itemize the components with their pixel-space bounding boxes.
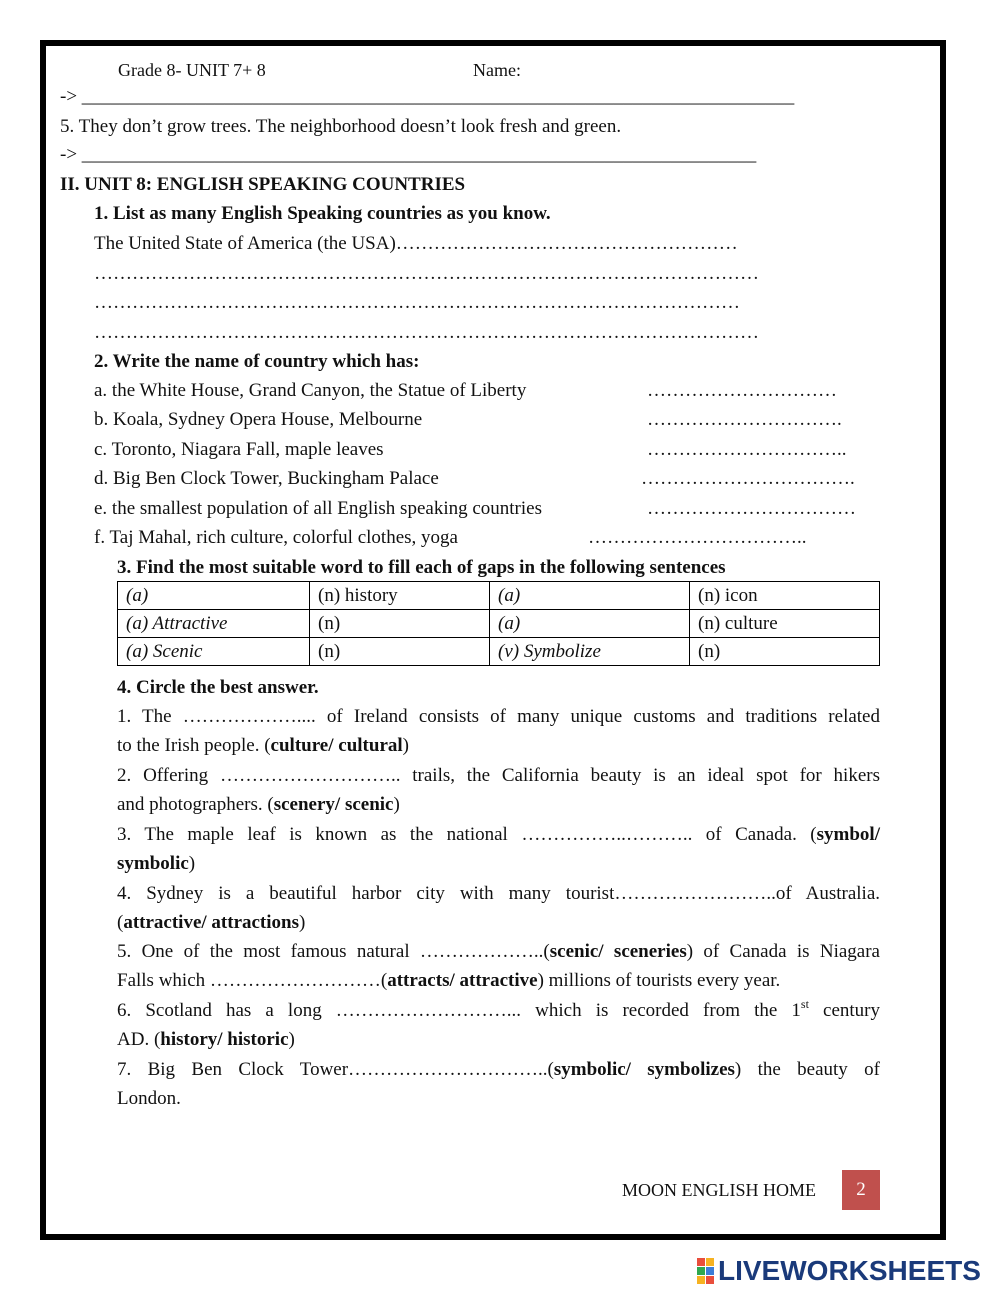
question-text: 5. One of the most famous natural ………………..( — [117, 941, 550, 962]
exercise4-question-3 — [117, 824, 880, 846]
answer-options[interactable]: history/ historic — [160, 1029, 289, 1050]
table-cell: (n) — [310, 638, 490, 666]
exercise2-item-d: d. Big Ben Clock Tower, Buckingham Palace — [94, 468, 439, 489]
liveworksheets-icon — [697, 1258, 714, 1284]
exercise4-question-4: 4. Sydney is a beautiful harbor city with many tourist……………………..of Australia. — [117, 883, 880, 904]
footer-brand: MOON ENGLISH HOME — [622, 1180, 816, 1200]
exercise4-question-2: 2. Offering ……………………….. trails, the California beauty is an ideal spot for hikers — [117, 765, 880, 786]
question-text: 3. The maple leaf is known as the national ……………..……….. of Canada. ( — [117, 824, 817, 845]
answer-options[interactable]: symbolic/ symbolizes — [553, 1059, 735, 1080]
option-text: ( — [117, 912, 124, 933]
question-text: ) millions of tourists every year. — [537, 970, 781, 991]
exercise2-item-f: f. Taj Mahal, rich culture, colorful clothes, yoga — [94, 527, 458, 548]
exercise4-question-2-options — [117, 794, 400, 816]
option-text: ) — [402, 735, 409, 756]
question-text: 6. Scotland has a long ………………………... which is recorded from the 1 — [117, 1000, 801, 1021]
exercise2-blank-a: ………………………… — [647, 380, 837, 401]
table-row — [118, 610, 880, 638]
table-cell: (n) history — [310, 582, 490, 610]
exercise3-title: 3. Find the most suitable word to fill each of gaps in the following sentences — [117, 557, 726, 578]
exercise2-blank-e: …………………………… — [647, 498, 856, 519]
answer-line-5: -> _______________________________________________________________________ — [60, 144, 757, 165]
page-number-badge: 2 — [842, 1170, 880, 1210]
exercise4-question-7-line2: London. — [117, 1088, 181, 1109]
section-title-unit8: II. UNIT 8: ENGLISH SPEAKING COUNTRIES — [60, 174, 466, 195]
answer-options[interactable]: attracts/ attractive — [387, 970, 538, 991]
answer-options[interactable]: attractive/ attractions — [123, 912, 300, 933]
table-cell: (v) Symbolize — [490, 638, 690, 666]
table-cell: (n) icon — [690, 582, 880, 610]
exercise2-blank-f: …………………………….. — [588, 527, 807, 548]
table-cell: (n) — [690, 638, 880, 666]
unit7-question-5: 5. They don’t grow trees. The neighborhood doesn’t look fresh and green. — [60, 116, 622, 137]
exercise2-item-a: a. the White House, Grand Canyon, the Statue of Liberty — [94, 380, 527, 401]
table-cell: (a) — [490, 610, 690, 638]
exercise1-example: The United State of America (the USA)……………………………………………… — [94, 233, 738, 254]
exercise4-question-6 — [117, 997, 880, 1022]
exercise2-title: 2. Write the name of country which has: — [94, 351, 420, 372]
table-row — [118, 638, 880, 666]
option-text: ) — [393, 794, 400, 815]
exercise4-question-5 — [117, 941, 880, 963]
word-form-table — [117, 581, 880, 666]
exercise4-question-4-options — [117, 912, 305, 934]
liveworksheets-logo — [697, 1256, 981, 1286]
table-cell: (a) — [490, 582, 690, 610]
grade-unit-label: Grade 8- UNIT 7+ 8 — [118, 60, 266, 80]
exercise4-question-7 — [117, 1059, 880, 1081]
exercise1-dots-line: …………………………………………………………………………………………… — [94, 322, 759, 343]
exercise1-dots-line: …………………………………………………………………………………………… — [94, 263, 759, 284]
exercise1-dots-line: ………………………………………………………………………………………… — [94, 292, 740, 313]
exercise4-question-1: 1. The ……………….... of Ireland consists of many unique customs and traditions related — [117, 706, 880, 727]
option-text: to the Irish people. ( — [117, 735, 271, 756]
exercise1-title: 1. List as many English Speaking countries as you know. — [94, 203, 551, 224]
question-text: ) the beauty of — [734, 1059, 880, 1080]
question-text: century — [808, 1000, 880, 1021]
table-row — [118, 582, 880, 610]
question-text: Falls which ………………………( — [117, 970, 388, 991]
answer-options[interactable]: culture/ cultural — [270, 735, 403, 756]
exercise4-title: 4. Circle the best answer. — [117, 677, 319, 698]
exercise4-question-6-options — [117, 1029, 295, 1051]
option-text: ) — [299, 912, 306, 933]
exercise4-question-1-options — [117, 735, 409, 757]
question-text: 7. Big Ben Clock Tower…………………………..( — [117, 1059, 554, 1080]
exercise2-blank-c: ………………………….. — [647, 439, 847, 460]
option-text: ) — [188, 853, 196, 874]
exercise2-item-c: c. Toronto, Niagara Fall, maple leaves — [94, 439, 384, 460]
option-text: and photographers. ( — [117, 794, 274, 815]
table-cell: (a) Attractive — [118, 610, 310, 638]
answer-options[interactable]: scenery/ scenic — [273, 794, 394, 815]
option-text: ) — [288, 1029, 295, 1050]
table-cell: (a) — [118, 582, 310, 610]
exercise2-blank-b: …………………………. — [647, 409, 842, 430]
ordinal-suffix: st — [800, 997, 809, 1011]
option-text: AD. ( — [117, 1029, 161, 1050]
table-cell: (a) Scenic — [118, 638, 310, 666]
answer-options[interactable]: symbolic — [117, 853, 189, 874]
exercise2-blank-d: ……………………………. — [641, 468, 855, 489]
answer-options[interactable]: symbol/ — [816, 824, 880, 845]
exercise4-question-5-line2 — [117, 970, 780, 992]
exercise2-item-b: b. Koala, Sydney Opera House, Melbourne — [94, 409, 423, 430]
exercise2-item-e: e. the smallest population of all English speaking countries — [94, 498, 542, 519]
liveworksheets-wordmark: LIVEWORKSHEETS — [718, 1255, 981, 1286]
table-cell: (n) culture — [690, 610, 880, 638]
answer-line-4: -> ___________________________________________________________________________ — [60, 86, 795, 107]
name-label: Name: — [473, 60, 521, 80]
table-cell: (n) — [310, 610, 490, 638]
question-text: ) of Canada is Niagara — [686, 941, 880, 962]
answer-options[interactable]: scenic/ sceneries — [549, 941, 687, 962]
exercise4-question-3-options — [117, 853, 195, 875]
